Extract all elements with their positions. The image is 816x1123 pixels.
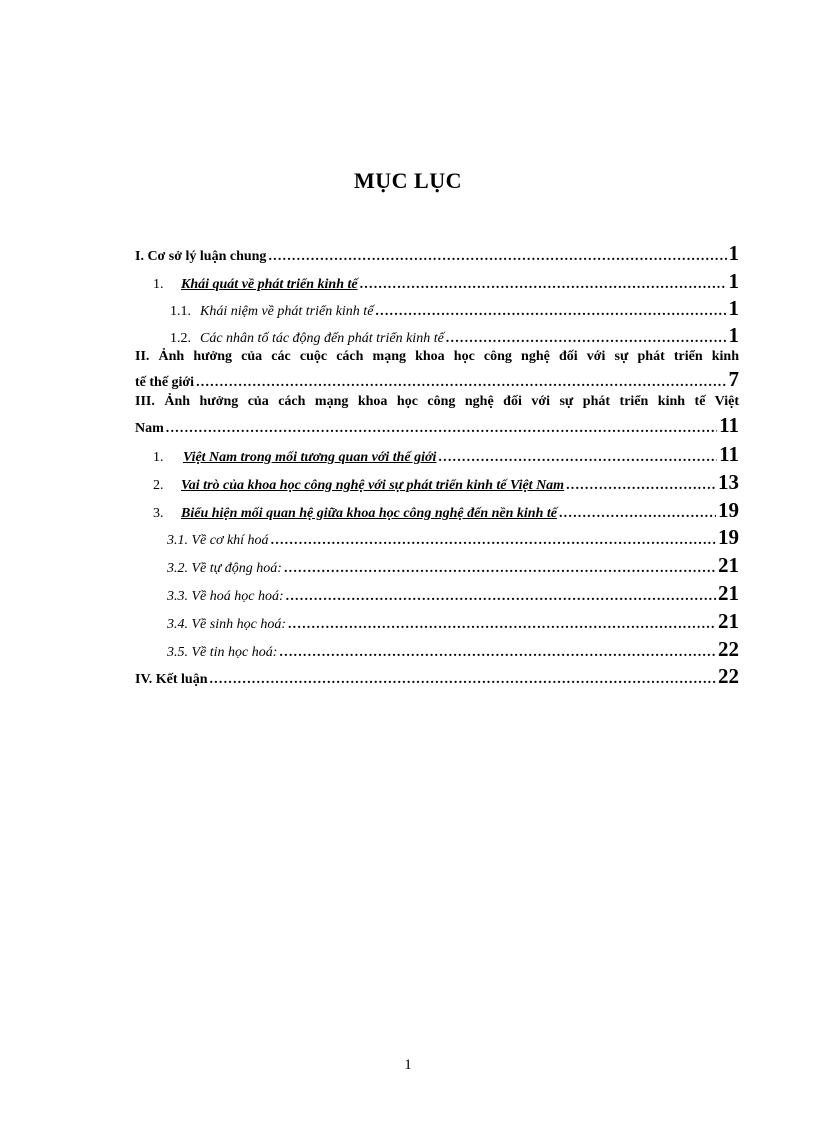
toc-entry-2[interactable] bbox=[135, 367, 739, 392]
toc-entry-number: 1. bbox=[153, 277, 164, 292]
toc-entry-text: 3.1. Về cơ khí hoá bbox=[167, 533, 269, 548]
toc-entry-text: Khái quát về phát triển kinh tế bbox=[181, 277, 358, 292]
toc-entry-text: 3.5. Về tin học hoá: bbox=[167, 645, 278, 660]
toc-page-number: 21 bbox=[718, 553, 739, 577]
toc-page-number: 19 bbox=[718, 498, 739, 522]
toc-page-number: 1 bbox=[728, 323, 739, 347]
toc-entry-text: Vai trò của khoa học công nghệ với sự phát triển kinh tế Việt Nam bbox=[181, 478, 565, 493]
toc-leader bbox=[559, 505, 716, 523]
toc-entry-text: Nam bbox=[135, 421, 164, 436]
toc-page-number: 1 bbox=[728, 269, 739, 293]
toc-entry-number: 1.2. bbox=[170, 331, 191, 346]
toc-page-number: 1 bbox=[728, 241, 739, 265]
toc-entry-3-line1[interactable]: III. Ảnh hưởng của cách mạng khoa học công nghệ đối với sự phát triển kinh tế Việt bbox=[135, 394, 739, 409]
toc-entry-number: 2. bbox=[153, 478, 164, 493]
toc-leader bbox=[566, 477, 716, 495]
toc-leader bbox=[279, 644, 716, 662]
toc-entry-1[interactable] bbox=[135, 241, 739, 266]
toc-page-number: 19 bbox=[718, 525, 739, 549]
toc-leader bbox=[209, 671, 716, 689]
toc-leader bbox=[288, 616, 716, 634]
toc-leader bbox=[271, 532, 716, 550]
toc-entry-text: Khái niệm về phát triển kinh tế bbox=[200, 304, 374, 319]
toc-page-number: 22 bbox=[718, 637, 739, 661]
toc-leader bbox=[284, 560, 716, 578]
toc-page-number: 11 bbox=[719, 442, 739, 466]
toc-entry-text: IV. Kết luận bbox=[135, 672, 208, 687]
toc-entry-text: tế thế giới bbox=[135, 375, 195, 390]
toc-entry-3-3[interactable] bbox=[153, 498, 739, 523]
toc-entry-text: I. Cơ sở lý luận chung bbox=[135, 249, 267, 264]
toc-page-number: 21 bbox=[718, 609, 739, 633]
toc-entry-number: 1. bbox=[153, 450, 164, 465]
toc-leader bbox=[375, 303, 726, 321]
toc-entry-text: 3.4. Về sinh học hoá: bbox=[167, 617, 286, 632]
toc-leader bbox=[286, 588, 716, 606]
toc-leader bbox=[166, 420, 717, 438]
document-title: MỤC LỤC bbox=[354, 168, 462, 193]
toc-entry-text: Các nhân tố tác động đến phát triển kinh tế bbox=[200, 331, 444, 346]
toc-leader bbox=[268, 248, 726, 266]
toc-page-number: 7 bbox=[728, 367, 739, 391]
toc-entry-3-2[interactable] bbox=[153, 470, 739, 495]
toc-page-number: 21 bbox=[718, 581, 739, 605]
toc-entry-text: 3.2. Về tự động hoá: bbox=[167, 561, 282, 576]
toc-leader bbox=[438, 449, 717, 467]
toc-page-number: 22 bbox=[718, 664, 739, 688]
toc-entry-text: 3.3. Về hoá học hoá: bbox=[167, 589, 284, 604]
toc-entry-4[interactable] bbox=[135, 664, 739, 689]
toc-page-number: 13 bbox=[718, 470, 739, 494]
toc-entry-3-3-1[interactable] bbox=[167, 525, 739, 550]
toc-leader bbox=[360, 276, 727, 294]
toc-entry-3-3-4[interactable] bbox=[167, 609, 739, 634]
toc-entry-text: Biểu hiện mối quan hệ giữa khoa học công nghệ đến nền kinh tế bbox=[181, 506, 557, 521]
toc-entry-2-line1[interactable]: II. Ảnh hưởng của các cuộc cách mạng khoa học công nghệ đối với sự phát triển kinh bbox=[135, 349, 739, 364]
toc-page-number: 1 bbox=[728, 296, 739, 320]
toc-entry-3[interactable] bbox=[135, 413, 739, 438]
toc-page-number: 11 bbox=[719, 413, 739, 437]
toc-entry-1-1[interactable] bbox=[153, 269, 739, 294]
toc-entry-3-3-5[interactable] bbox=[167, 637, 739, 662]
toc-entry-1-1-2[interactable] bbox=[170, 323, 739, 348]
toc-leader bbox=[196, 374, 726, 392]
toc-entry-3-3-3[interactable] bbox=[167, 581, 739, 606]
toc-entry-1-1-1[interactable] bbox=[170, 296, 739, 321]
toc-entry-3-3-2[interactable] bbox=[167, 553, 739, 578]
toc-entry-number: 3. bbox=[153, 506, 164, 521]
page-number: 1 bbox=[404, 1057, 412, 1073]
toc-leader bbox=[446, 330, 727, 348]
toc-entry-number: 1.1. bbox=[170, 304, 191, 319]
toc-entry-text: Việt Nam trong mối tương quan với thế giới bbox=[183, 450, 437, 465]
toc-entry-3-1[interactable] bbox=[153, 442, 739, 467]
